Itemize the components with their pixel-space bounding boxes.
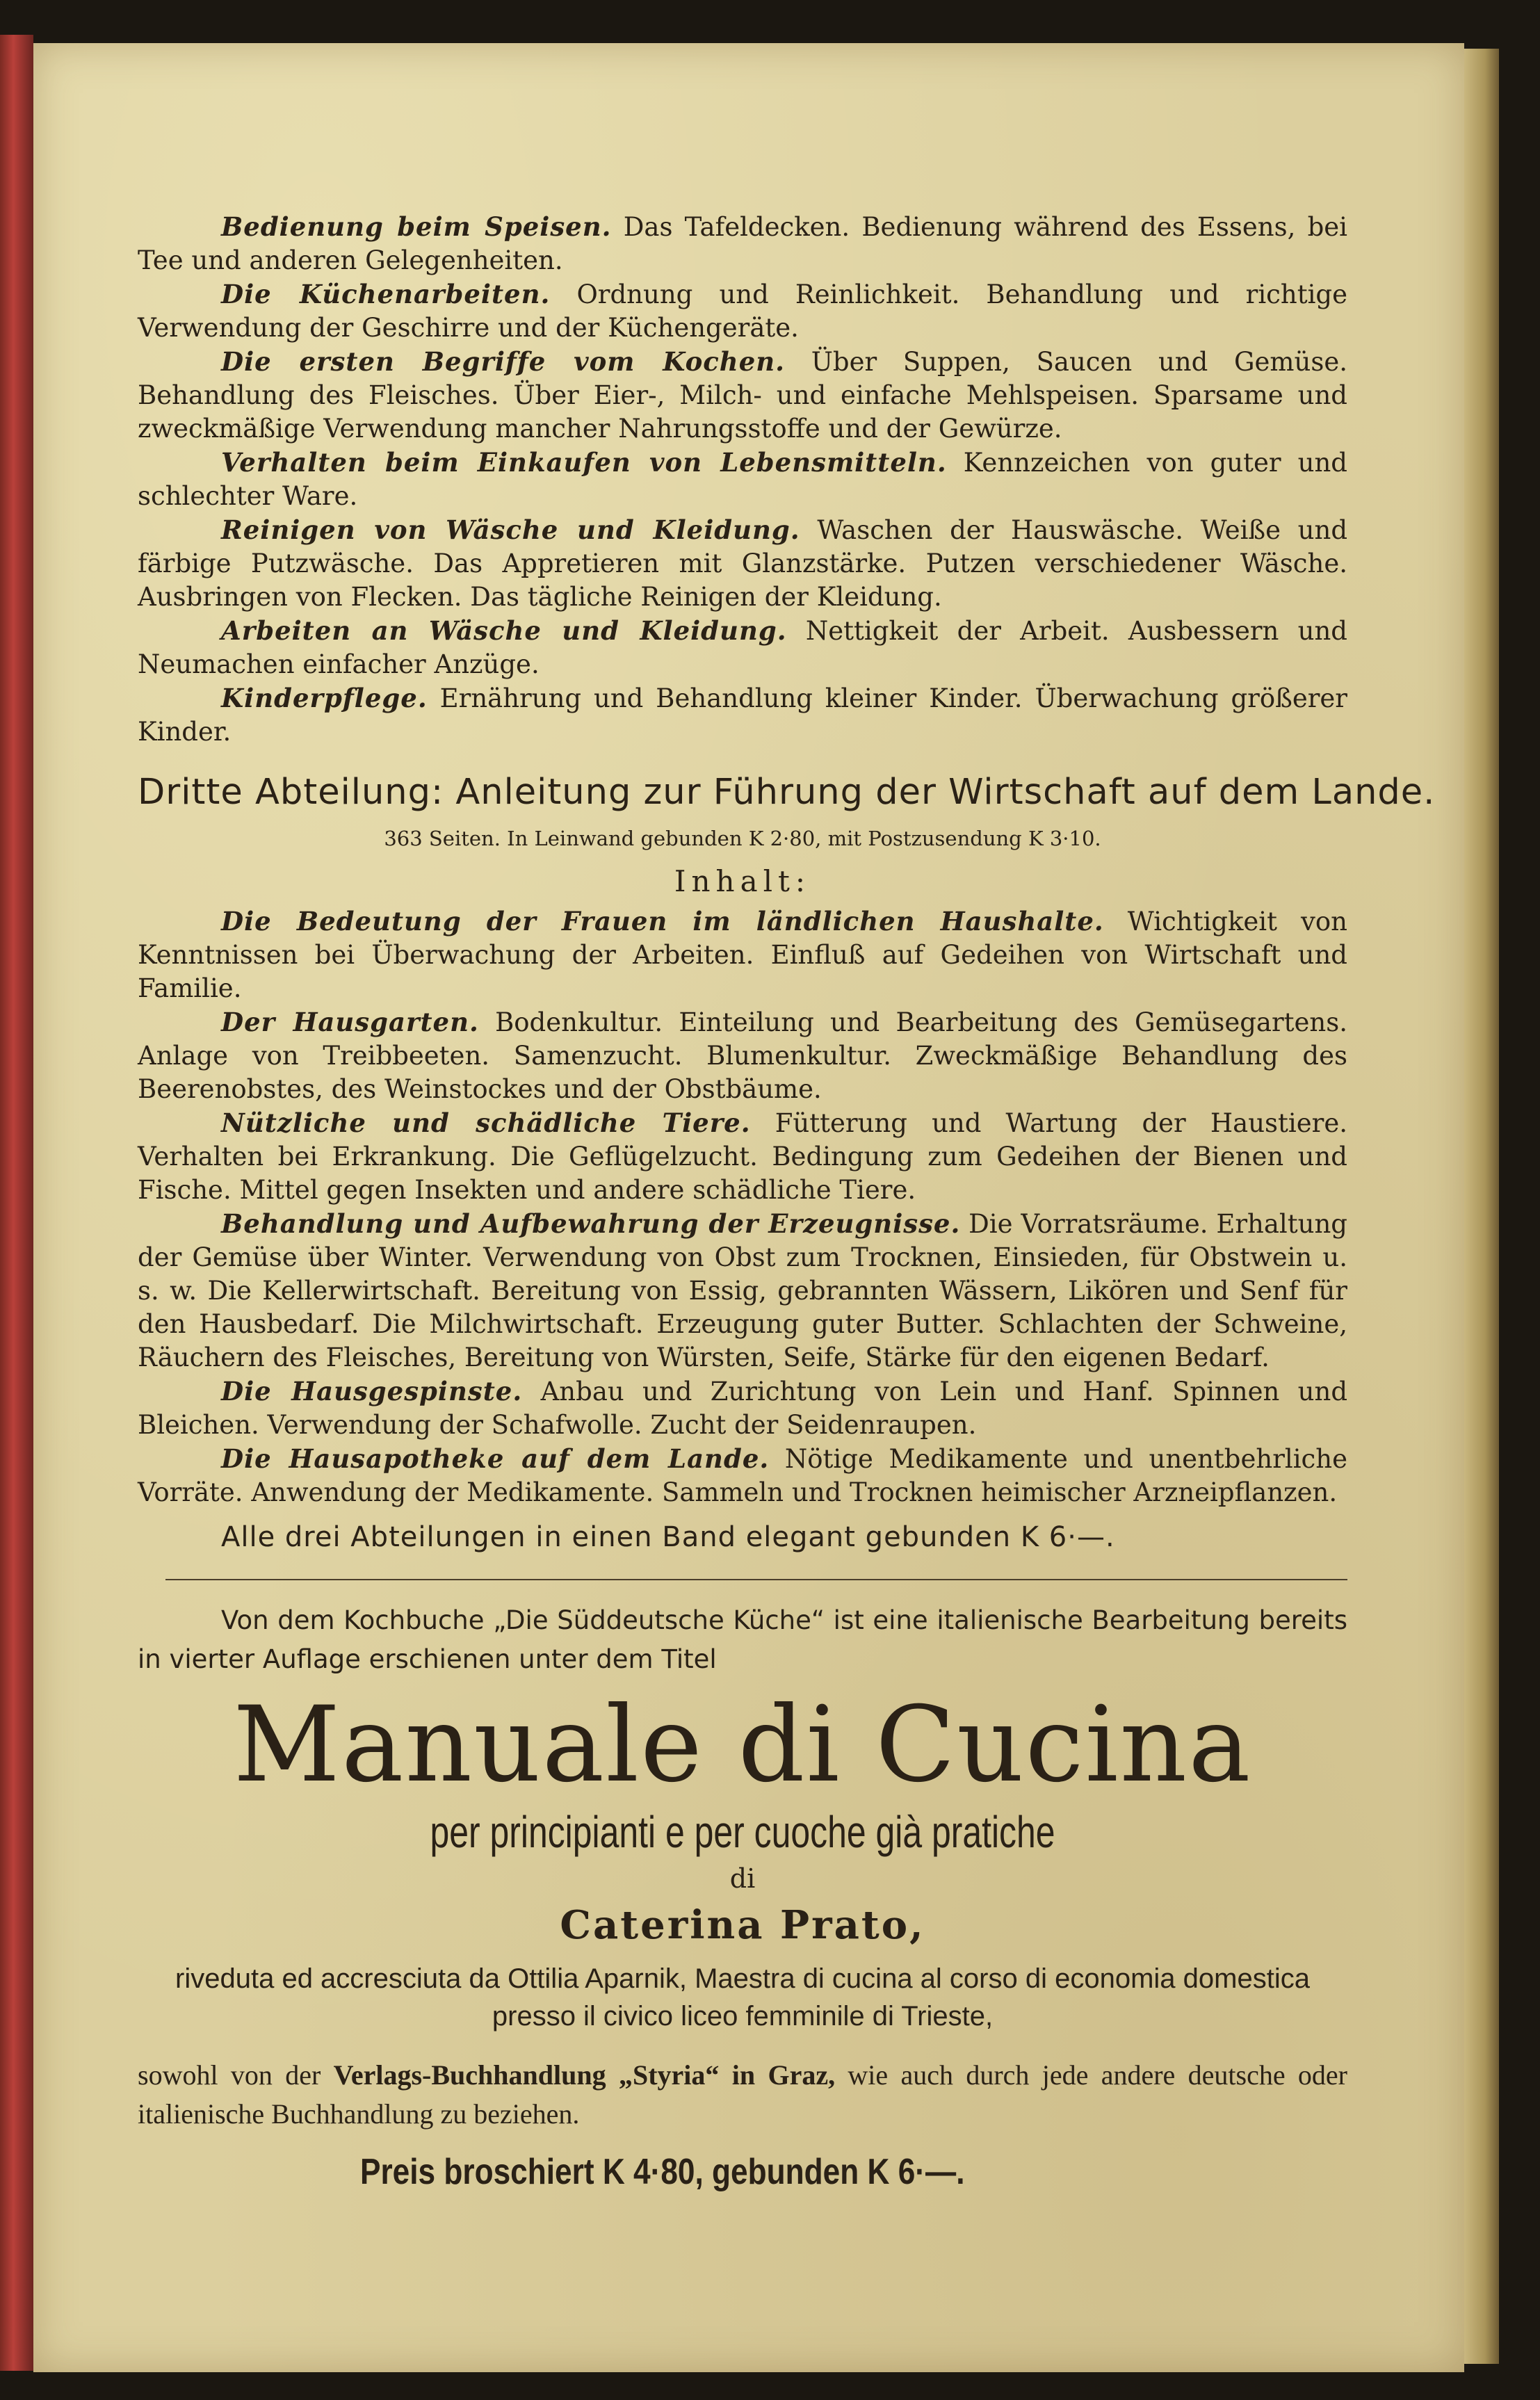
entry-text: Waschen der Hauswäsche. Weiße und färbige Putzwäsche. Das Appretieren mit Glanzstärke. Putzen verschiedener Wäsche. Ausbringen von Flecken. Das tägliche Reinigen der Kleidung. (138, 515, 1347, 612)
book-cover-edge (0, 35, 33, 2371)
book-page (33, 43, 1464, 2372)
section3-heading: Dritte Abteilung: Anleitung zur Führung der Wirtschaft auf dem Lande. (138, 772, 1436, 813)
entry-text: Anbau und Zurichtung von Lein und Hanf. Spinnen und Bleichen. Verwendung der Schafwolle. Zucht der Seidenraupen. (138, 1377, 1348, 1440)
availability-text: wie auch durch jede andere deutsche oder italienische Buchhandlung zu beziehen. (138, 2059, 1347, 2130)
entry-text: Ordnung und Reinlichkeit. Behandlung und richtige Verwendung der Geschirre und der Küchengeräte. (138, 279, 1347, 343)
entry-text: Über Suppen, Saucen und Gemüse. Behandlung des Fleisches. Über Eier-, Milch- und einfache Mehlspeisen. Sparsame und zweckmäßige Verwendung mancher Nahrungsstoffe und der Gewürze. (138, 347, 1347, 444)
advert-price: Preis broschiert K 4·80, gebunden K 6·—. (360, 2152, 965, 2192)
entry-hausgarten (138, 1005, 1347, 1106)
entry-kuechenarbeiten (138, 277, 1347, 345)
entry-title: Die Hausapotheke auf dem Lande. (221, 1443, 770, 1474)
entry-title: Kinderpflege. (221, 683, 428, 713)
entry-hausapotheke (138, 1442, 1347, 1509)
entry-tiere (138, 1106, 1347, 1207)
entry-text: Kennzeichen von guter und schlechter Ware. (138, 448, 1347, 511)
entry-text: Nettigkeit der Arbeit. Ausbessern und Neumachen einfacher Anzüge. (138, 616, 1347, 679)
bundle-price-line: Alle drei Abteilungen in einen Band elegant gebunden K 6·—. (221, 1521, 1115, 1553)
page-content (138, 210, 1436, 2196)
divider-rule (165, 1579, 1347, 1580)
entry-arbeiten (138, 614, 1347, 681)
advert-author: Caterina Prato, (560, 1902, 925, 1948)
entry-einkaufen (138, 446, 1347, 513)
entry-title: Verhalten beim Einkaufen von Lebensmitteln. (221, 447, 947, 478)
publisher-name: Verlags-Buchhandlung „Styria“ in Graz, (333, 2059, 836, 2091)
entry-kinderpflege (138, 681, 1347, 749)
entry-title: Die Hausgespinste. (221, 1376, 523, 1406)
entry-title: Bedienung beim Speisen. (221, 211, 612, 242)
entry-text: Die Vorratsräume. Erhaltung der Gemüse über Winter. Verwendung von Obst zum Trocknen, Einsieden, für Obstwein u. s. w. Die Kellerwirtschaft. Bereitung von Essig, gebrannten Wässern, Likören und Senf für den Hausbedarf. Die Milchwirtschaft. Erzeugung guter Butter. Schlachten der Schweine, Räuchern des Fleisches, Bereitung von Würsten, Seife, Stärke für den eigenen Bedarf. (138, 1209, 1347, 1372)
contents-label: Inhalt: (674, 864, 811, 898)
advert-intro: Von dem Kochbuche „Die Süddeutsche Küche“ ist eine italienische Bearbeitung bereits in vierter Auflage erschienen unter dem Titel (138, 1605, 1347, 1674)
entry-title: Reinigen von Wäsche und Kleidung. (221, 514, 800, 545)
entry-text: Ernährung und Behandlung kleiner Kinder. Überwachung größerer Kinder. (138, 683, 1347, 747)
section3-meta: 363 Seiten. In Leinwand gebunden K 2·80, mit Postzusendung K 3·10. (384, 827, 1101, 850)
availability-text: sowohl von der (138, 2059, 334, 2091)
advert-di: di (729, 1863, 756, 1894)
entry-title: Die Küchenarbeiten. (221, 279, 551, 309)
entry-title: Nützliche und schädliche Tiere. (221, 1108, 751, 1138)
entry-hausgespinste (138, 1375, 1347, 1442)
entry-title: Behandlung und Aufbewahrung der Erzeugnisse. (221, 1208, 961, 1239)
entry-text: Fütterung und Wartung der Haustiere. Verhalten bei Erkrankung. Die Geflügelzucht. Bedingung zum Gedeihen der Bienen und Fische. Mittel gegen Insekten und andere schädliche Tiere. (138, 1108, 1347, 1205)
entry-bedeutung (138, 905, 1347, 1005)
entry-text: Wichtigkeit von Kenntnissen bei Überwachung der Arbeiten. Einfluß auf Gedeihen von Wirtschaft und Familie. (138, 907, 1347, 1003)
page-stack-edge (1464, 49, 1499, 2364)
advert-availability (138, 2056, 1347, 2134)
entry-erzeugnisse (138, 1207, 1347, 1375)
section3-entry-list (138, 905, 1347, 1509)
entry-title: Der Hausgarten. (221, 1007, 479, 1037)
entry-bedienung (138, 210, 1347, 277)
entry-text: Bodenkultur. Einteilung und Bearbeitung des Gemüsegartens. Anlage von Treibbeeten. Samenzucht. Blumenkultur. Zweckmäßige Behandlung des Beerenobstes, des Weinstockes und der Obstbäume. (138, 1007, 1347, 1104)
entry-kochen (138, 345, 1347, 446)
advert-book-subtitle: per principianti e per cuoche già pratiche (430, 1807, 1055, 1857)
entry-title: Die Bedeutung der Frauen im ländlichen Haushalte. (221, 906, 1104, 937)
advert-book-title: Manuale di Cucina (233, 1685, 1252, 1806)
section2-entry-list (138, 210, 1347, 749)
entry-title: Arbeiten an Wäsche und Kleidung. (221, 615, 787, 646)
advert-revision: riveduta ed accresciuta da Ottilia Aparnik, Maestra di cucina al corso di economia domestica presso il civico liceo femminile di Trieste, (175, 1963, 1310, 2032)
entry-text: Nötige Medikamente und unentbehrliche Vorräte. Anwendung der Medikamente. Sammeln und Trocknen heimischer Arzneipflanzen. (138, 1444, 1347, 1507)
entry-reinigen (138, 513, 1347, 614)
entry-title: Die ersten Begriffe vom Kochen. (221, 346, 786, 377)
entry-text: Das Tafeldecken. Bedienung während des Essens, bei Tee und anderen Gelegenheiten. (138, 212, 1348, 275)
